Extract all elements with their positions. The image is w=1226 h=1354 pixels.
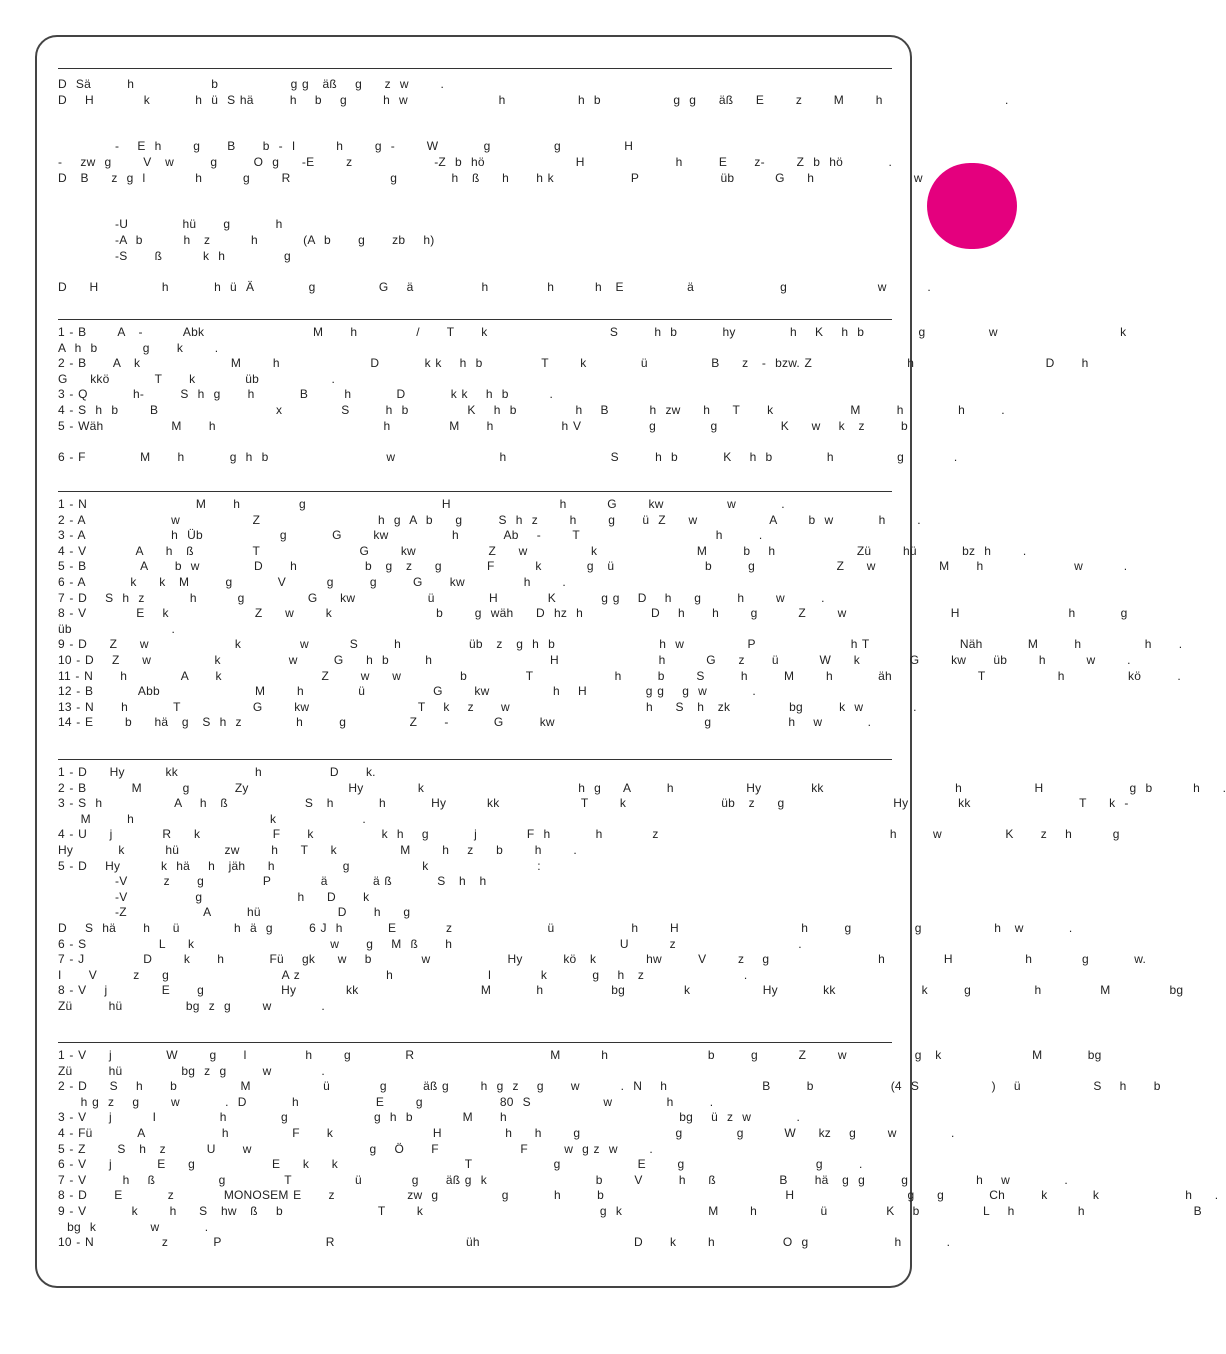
text-line: 3 - Q h- S h g h B h D k k h b . [58, 387, 553, 402]
text-line: 8 - V E k Z w k b g wäh D hz h D h h g Z w H h g [58, 606, 1128, 621]
text-line: Zü hü bg z g w . [58, 1063, 325, 1078]
text-line: 2 - B A k M h D k k h b T k ü B z - bzw. Z h D h [58, 356, 1089, 371]
text-line: 3 - V j I h g g h b M h bg ü z w . [58, 1110, 801, 1125]
text-line: 1 - N M h g H h G kw w . [58, 497, 785, 511]
text-line: -U hü g h [115, 217, 283, 232]
text-line: G kkö T k üb . [58, 371, 336, 386]
text-line: 4 - U j R k F k k h g j F h h z h w K z h g [58, 827, 1120, 842]
text-line: 14 - E b hä g S h z h g Z - G kw g h w . [58, 715, 872, 730]
text-section-2 [58, 319, 1127, 470]
text-line: -A b h z h (A b g zb h) [115, 233, 435, 247]
text-line: 3 - S h A h ß S h h Hy kk T k üb z g Hy kk T k - [58, 796, 1129, 811]
text-line: Hy k hü zw h T k M h z b h . [58, 843, 577, 857]
text-line: D B z g l h g R g h ß h h k P üb G h w [58, 170, 923, 185]
text-line: D H k h ü S hä h b g h w h h b g g äß E z M h . [58, 92, 1009, 107]
text-line: 10 - D Z w k w G h b h H h G z ü W k G kw üb h w . [58, 653, 1131, 667]
text-line: 5 - D Hy k hä h jäh h g k : [58, 858, 541, 873]
text-line: - E h g B b - I h g - W g g H [115, 139, 634, 154]
text-line: - zw g V w g O g -E z -Z b hö H h E z- Z b hö . [58, 155, 892, 169]
text-line: D S hä h ü h ä g 6 J h E z ü h H h g g h w . [58, 921, 1073, 935]
text-line: 6 - F M h g h b w h S h b K h b h g . [58, 449, 958, 464]
text-line: 12 - B Abb M h ü G kw h H g g g w . [58, 684, 756, 699]
text-line: D Sä h b g g äß g z w . [58, 77, 445, 91]
text-line: 4 - Fü A h F k H h h g g g W kz g w . [58, 1126, 955, 1140]
text-line: 1 - V j W g l h g R M h b g Z w g k M bg [58, 1048, 1102, 1062]
text-line: -Z A hü D h g [115, 905, 411, 920]
text-line: 4 - V A h ß T G kw Z w k M b h Zü hü bz h . [58, 543, 1027, 558]
text-line: 7 - D S h z h g G kw ü H K g g D h g h w . [58, 590, 825, 605]
text-line: 1 - D Hy kk h D k. [58, 765, 376, 779]
text-section-4 [58, 759, 1226, 1020]
text-line: 9 - D Z w k w S h üb z g h b h w P h T Näh M h h . [58, 637, 1183, 652]
text-line: -V g h D k [115, 889, 370, 904]
text-line: 4 - S h b B x S h b K h b h B h zw h T k M h h . [58, 403, 1005, 417]
text-line: 5 - Wäh M h h M h h V g g K w k z b [58, 418, 908, 433]
text-line: 6 - A k k M g V g g G kw h . [58, 575, 566, 589]
text-line: 1 - B A - Abk M h / T k S h b hy h K h b g w k [58, 325, 1127, 339]
text-line: üb . [58, 621, 176, 636]
text-section-5 [58, 1042, 1219, 1256]
text-line: 11 - N h A k Z w w b T h b S h M h äh T h kö . [58, 668, 1181, 683]
side-color-tab [927, 163, 1017, 249]
text-line: 2 - D S h b M ü g äß g h g z g w . N h B b (4 S ) ü S h b [58, 1079, 1161, 1094]
text-line: bg k w . [58, 1219, 209, 1234]
text-line: Zü hü bg z g w . [58, 999, 325, 1013]
text-line: M h k . [58, 811, 366, 826]
text-section-1 [58, 68, 1009, 297]
text-line: 2 - B M g Zy Hy k h g A h Hy kk h H g b h . [58, 780, 1226, 795]
text-line: -V z g P ä ä ß S h h [115, 874, 487, 889]
text-line: 6 - S L k w g M ß h U z . [58, 936, 802, 951]
text-line: 7 - J D k h Fü gk w b w Hy kö k hw V z g h H h g w. [58, 952, 1147, 967]
text-line: D H h h ü Ä g G ä h h h E ä g w . [58, 279, 931, 294]
text-line: 10 - N z P R üh D k h O g h . [58, 1235, 951, 1250]
text-line: 2 - A w Z h g A b g S h z h g ü Z w A b w h . [58, 512, 921, 527]
text-line: 5 - Z S h z U w g Ö F F w g z w . [58, 1141, 653, 1156]
text-line: 8 - V j E g Hy kk M h bg k Hy kk k g h M bg [58, 983, 1184, 998]
text-line: -S ß k h g [115, 248, 291, 263]
text-line: 3 - A h Üb g G kw h Ab - T h . [58, 528, 763, 543]
text-section-3 [58, 491, 1183, 736]
text-line: 6 - V j E g E k k T g E g g . [58, 1157, 863, 1172]
text-line: A h b g k . [58, 340, 219, 355]
text-line: 7 - V h ß g T ü g äß g k b V h ß B hä g g g h w . [58, 1172, 1068, 1187]
text-line: 8 - D E z MONOSEM E z zw g g h b H g g Ch k k h . [58, 1188, 1219, 1203]
text-line: 5 - B A b w D h b g z g F k g ü b g Z w M h w . [58, 559, 1128, 574]
text-line: h g z g w . D h E g 80 S w h . [58, 1094, 714, 1109]
text-line: I V z g A z h l k g h z . [58, 967, 748, 982]
text-line: 9 - V k h S hw ß b T k g k M h ü K b L h h B [58, 1204, 1202, 1218]
text-line: 13 - N h T G kw T k z w h S h zk bg k w . [58, 699, 917, 714]
